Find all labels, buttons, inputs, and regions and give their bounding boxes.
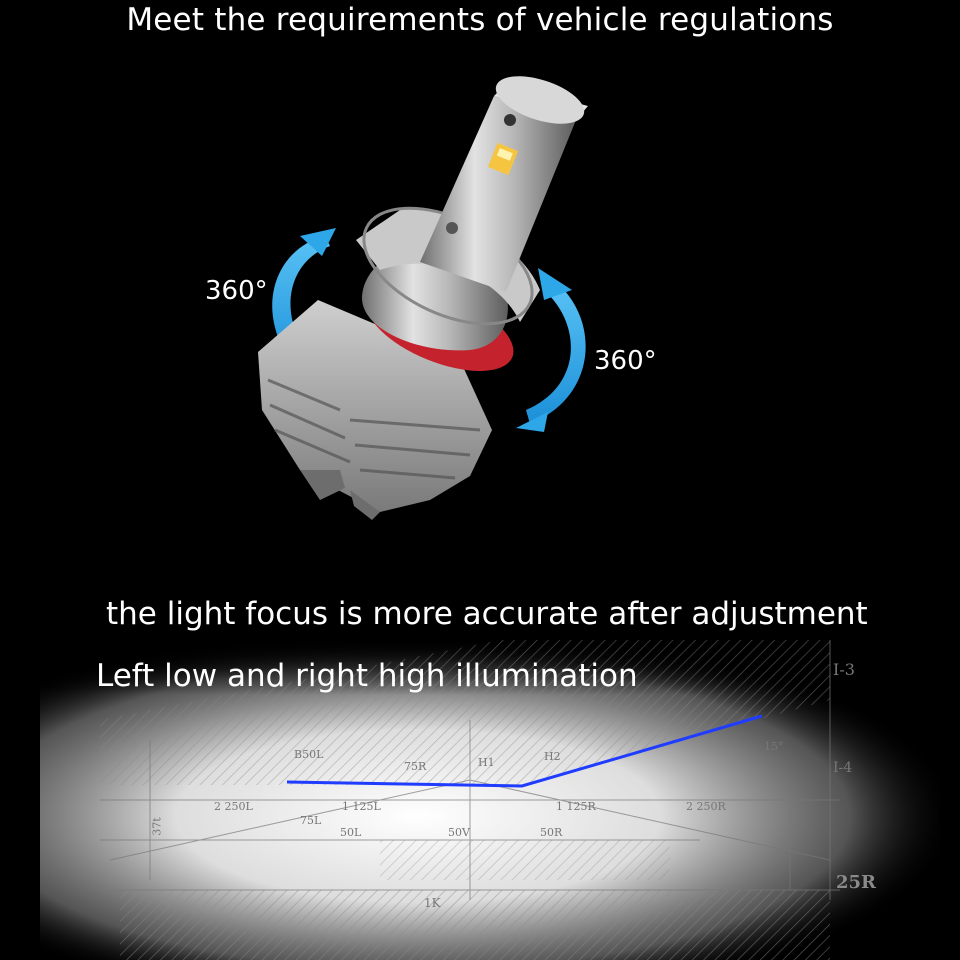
label-50v: 50V bbox=[448, 826, 470, 839]
label-750: 750 bbox=[778, 838, 791, 859]
label-1125l: 1 125L bbox=[342, 800, 381, 813]
label-75l: 75L bbox=[300, 814, 322, 827]
rotation-label-right: 360° bbox=[594, 346, 657, 376]
rotation-label-left: 360° bbox=[205, 276, 268, 306]
label-75r: 75R bbox=[404, 760, 427, 773]
label-1k: 1K bbox=[424, 896, 441, 910]
label-37t: 37t bbox=[150, 817, 164, 836]
label-15deg: 15° bbox=[764, 740, 784, 753]
label-h1: H1 bbox=[478, 756, 495, 769]
label-b50l: B50L bbox=[294, 748, 324, 761]
label-i4: I-4 bbox=[833, 760, 853, 776]
headline-illumination: Left low and right high illumination bbox=[96, 658, 638, 694]
headline-focus-accuracy: the light focus is more accurate after adjustment bbox=[106, 596, 868, 632]
label-2250l: 2 250L bbox=[214, 800, 253, 813]
label-h2: H2 bbox=[544, 750, 561, 763]
label-50r: 50R bbox=[540, 826, 563, 839]
label-2250r: 2 250R bbox=[686, 800, 726, 813]
headline-vehicle-regulations: Meet the requirements of vehicle regulations bbox=[126, 2, 834, 38]
label-1125r: 1 125R bbox=[556, 800, 596, 813]
led-bulb-icon bbox=[258, 67, 590, 520]
label-25r: 25R bbox=[836, 872, 877, 893]
label-i3: I-3 bbox=[833, 660, 855, 679]
label-50l: 50L bbox=[340, 826, 362, 839]
